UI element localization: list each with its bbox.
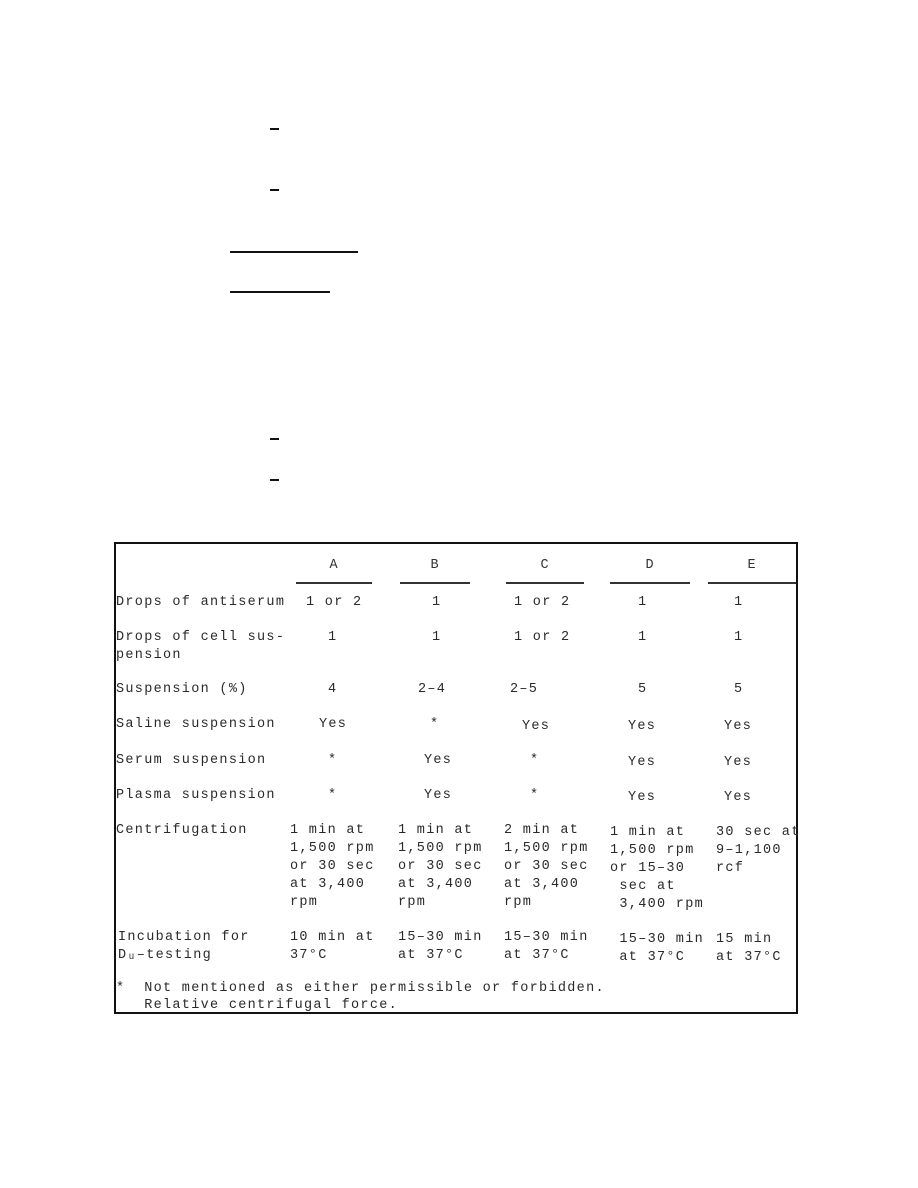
table-cell: 5 [638, 682, 648, 697]
row-label-centrifugation: Centrifugation [116, 823, 248, 838]
table-cell: 1 min at 1,500 rpm or 15–30 sec at 3,400 rpm [610, 825, 705, 912]
table-cell: 2 min at 1,500 rpm or 30 sec at 3,400 rpm [504, 823, 589, 910]
header-rule-b [400, 582, 470, 584]
table-cell: 30 sec at 9–1,100 rcf [716, 825, 801, 876]
table-cell: Yes [628, 755, 657, 770]
table-cell: 1 [734, 630, 744, 645]
table-cell: 1 [638, 595, 648, 610]
table-cell: * [328, 753, 338, 768]
table-cell: 1 [328, 630, 338, 645]
table-cell: Yes [522, 719, 551, 734]
heading-underline-2 [230, 291, 330, 293]
table-cell: * [530, 753, 540, 768]
heading-underline-1 [230, 251, 358, 253]
column-header-a: A [329, 558, 339, 573]
table-cell: 2–5 [510, 682, 539, 697]
table-cell: 1 [638, 630, 648, 645]
table-cell: Yes [319, 717, 348, 732]
table-cell: Yes [628, 790, 657, 805]
table-cell: Yes [424, 753, 453, 768]
table-cell: Yes [628, 719, 657, 734]
table-cell: Yes [724, 755, 753, 770]
row-label-saline: Saline suspension [116, 717, 276, 732]
table-cell: * [430, 717, 440, 732]
table-cell: 1 or 2 [514, 595, 571, 610]
dash-mark-3 [270, 438, 279, 440]
table-cell: 2–4 [418, 682, 447, 697]
header-rule-d [610, 582, 690, 584]
column-header-c: C [540, 558, 550, 573]
table-cell: * [328, 788, 338, 803]
table-cell: 15–30 min at 37°C [504, 930, 589, 963]
table-cell: 1 or 2 [306, 595, 363, 610]
column-header-e: E [747, 558, 757, 573]
table-cell: 1 min at 1,500 rpm or 30 sec at 3,400 rpm [398, 823, 483, 910]
row-label-cell-suspension: Drops of cell sus- pension [116, 630, 286, 663]
table-cell: 1 or 2 [514, 630, 571, 645]
table-cell: 1 min at 1,500 rpm or 30 sec at 3,400 rpm [290, 823, 375, 910]
footnote-not-mentioned: * Not mentioned as either permissible or forbidden. [116, 981, 605, 996]
table-cell: 4 [328, 682, 338, 697]
table-cell: 15 min at 37°C [716, 932, 782, 965]
table-cell: 1 [432, 630, 442, 645]
table-cell: 10 min at 37°C [290, 930, 375, 963]
footnote-rcf: Relative centrifugal force. [116, 998, 399, 1013]
dash-mark-1 [270, 128, 279, 130]
row-label-plasma: Plasma suspension [116, 788, 276, 803]
row-label-suspension-percent: Suspension (%) [116, 682, 248, 697]
table-cell: 15–30 min at 37°C [619, 932, 705, 965]
table-cell: * [530, 788, 540, 803]
header-rule-e [708, 582, 796, 584]
table-cell: 1 [432, 595, 442, 610]
table-cell: 1 [734, 595, 744, 610]
table-cell: Yes [424, 788, 453, 803]
header-rule-c [506, 582, 584, 584]
row-label-incubation: Incubation for Dᵤ–testing [118, 930, 250, 963]
table-cell: 15–30 min at 37°C [398, 930, 483, 963]
table-cell: Yes [724, 790, 753, 805]
dash-mark-2 [270, 189, 279, 191]
header-rule-a [296, 582, 372, 584]
table-cell: Yes [724, 719, 753, 734]
column-header-d: D [645, 558, 655, 573]
table-cell: 5 [734, 682, 744, 697]
dash-mark-4 [270, 479, 279, 481]
row-label-serum: Serum suspension [116, 753, 267, 768]
comparison-table-figure [114, 542, 801, 1014]
row-label-antiserum: Drops of antiserum [116, 595, 286, 610]
column-header-b: B [430, 558, 440, 573]
